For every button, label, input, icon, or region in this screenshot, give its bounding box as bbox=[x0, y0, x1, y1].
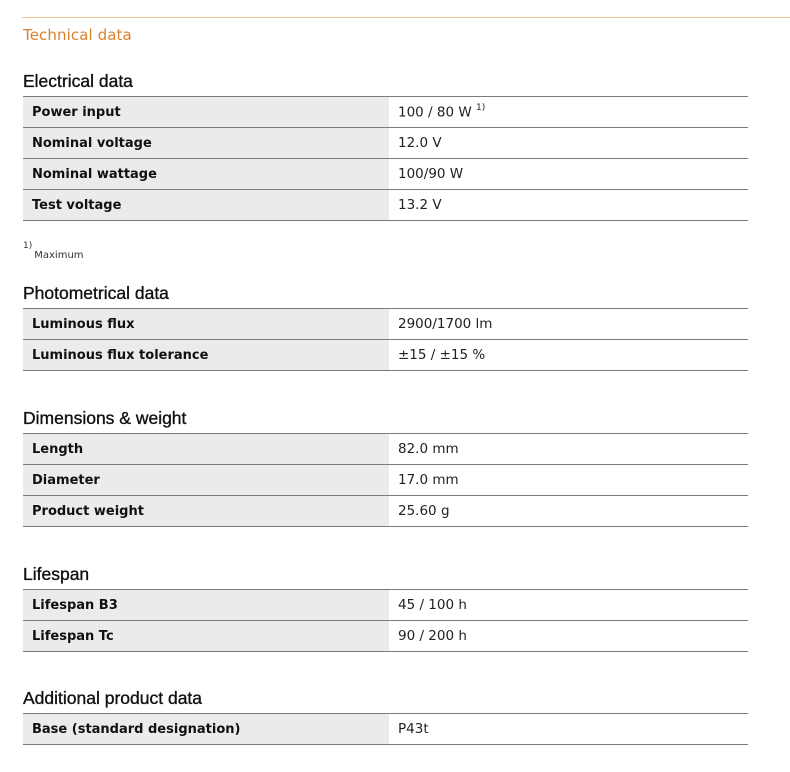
top-accent-rule bbox=[22, 17, 790, 18]
table-row bbox=[23, 434, 748, 465]
row-label: Diameter bbox=[23, 465, 389, 496]
footnote-text: Maximum bbox=[34, 250, 84, 262]
table-row bbox=[23, 309, 748, 340]
row-label: Product weight bbox=[23, 496, 389, 527]
section-title: Photometrical data bbox=[23, 283, 169, 303]
table-row bbox=[23, 97, 748, 128]
additional-product-data-table bbox=[23, 713, 748, 745]
section-title: Lifespan bbox=[23, 564, 90, 584]
table-row bbox=[23, 465, 748, 496]
row-label: Power input bbox=[23, 97, 389, 128]
table-row bbox=[23, 190, 748, 221]
row-value: 12.0 V bbox=[389, 128, 748, 159]
section-title: Electrical data bbox=[23, 71, 133, 91]
row-label: Base (standard designation) bbox=[23, 714, 389, 745]
section-title: Additional product data bbox=[23, 688, 203, 708]
footnote bbox=[23, 241, 84, 262]
row-label: Lifespan Tc bbox=[23, 621, 389, 652]
table-row bbox=[23, 496, 748, 527]
row-label: Test voltage bbox=[23, 190, 389, 221]
row-value: 90 / 200 h bbox=[389, 621, 748, 652]
row-value: 82.0 mm bbox=[389, 434, 748, 465]
table-row bbox=[23, 590, 748, 621]
row-value: 17.0 mm bbox=[389, 465, 748, 496]
row-value: 100/90 W bbox=[389, 159, 748, 190]
row-label: Lifespan B3 bbox=[23, 590, 389, 621]
section-title: Dimensions & weight bbox=[23, 408, 187, 428]
row-value: 2900/1700 lm bbox=[389, 309, 748, 340]
dimensions-weight-table bbox=[23, 433, 748, 527]
electrical-data-table bbox=[23, 96, 748, 221]
section-additional-product-data bbox=[23, 687, 748, 745]
row-label: Luminous flux bbox=[23, 309, 389, 340]
row-value: 13.2 V bbox=[389, 190, 748, 221]
table-row bbox=[23, 621, 748, 652]
row-value: P43t bbox=[389, 714, 748, 745]
section-photometrical-data bbox=[23, 282, 748, 371]
table-row bbox=[23, 714, 748, 745]
row-value-cell bbox=[389, 97, 748, 128]
table-row bbox=[23, 128, 748, 159]
photometrical-data-table bbox=[23, 308, 748, 371]
row-value: 100 / 80 W bbox=[398, 104, 472, 121]
row-label: Nominal voltage bbox=[23, 128, 389, 159]
page-heading: Technical data bbox=[23, 26, 132, 44]
row-label: Length bbox=[23, 434, 389, 465]
section-lifespan bbox=[23, 563, 748, 652]
row-label: Nominal wattage bbox=[23, 159, 389, 190]
section-dimensions-weight bbox=[23, 407, 748, 527]
table-row bbox=[23, 340, 748, 371]
footnote-marker: 1) bbox=[23, 241, 33, 251]
row-value: ±15 / ±15 % bbox=[389, 340, 748, 371]
footnote-reference: 1) bbox=[476, 102, 486, 113]
row-value: 25.60 g bbox=[389, 496, 748, 527]
table-row bbox=[23, 159, 748, 190]
row-value: 45 / 100 h bbox=[389, 590, 748, 621]
section-electrical-data bbox=[23, 70, 748, 221]
row-label: Luminous flux tolerance bbox=[23, 340, 389, 371]
lifespan-table bbox=[23, 589, 748, 652]
